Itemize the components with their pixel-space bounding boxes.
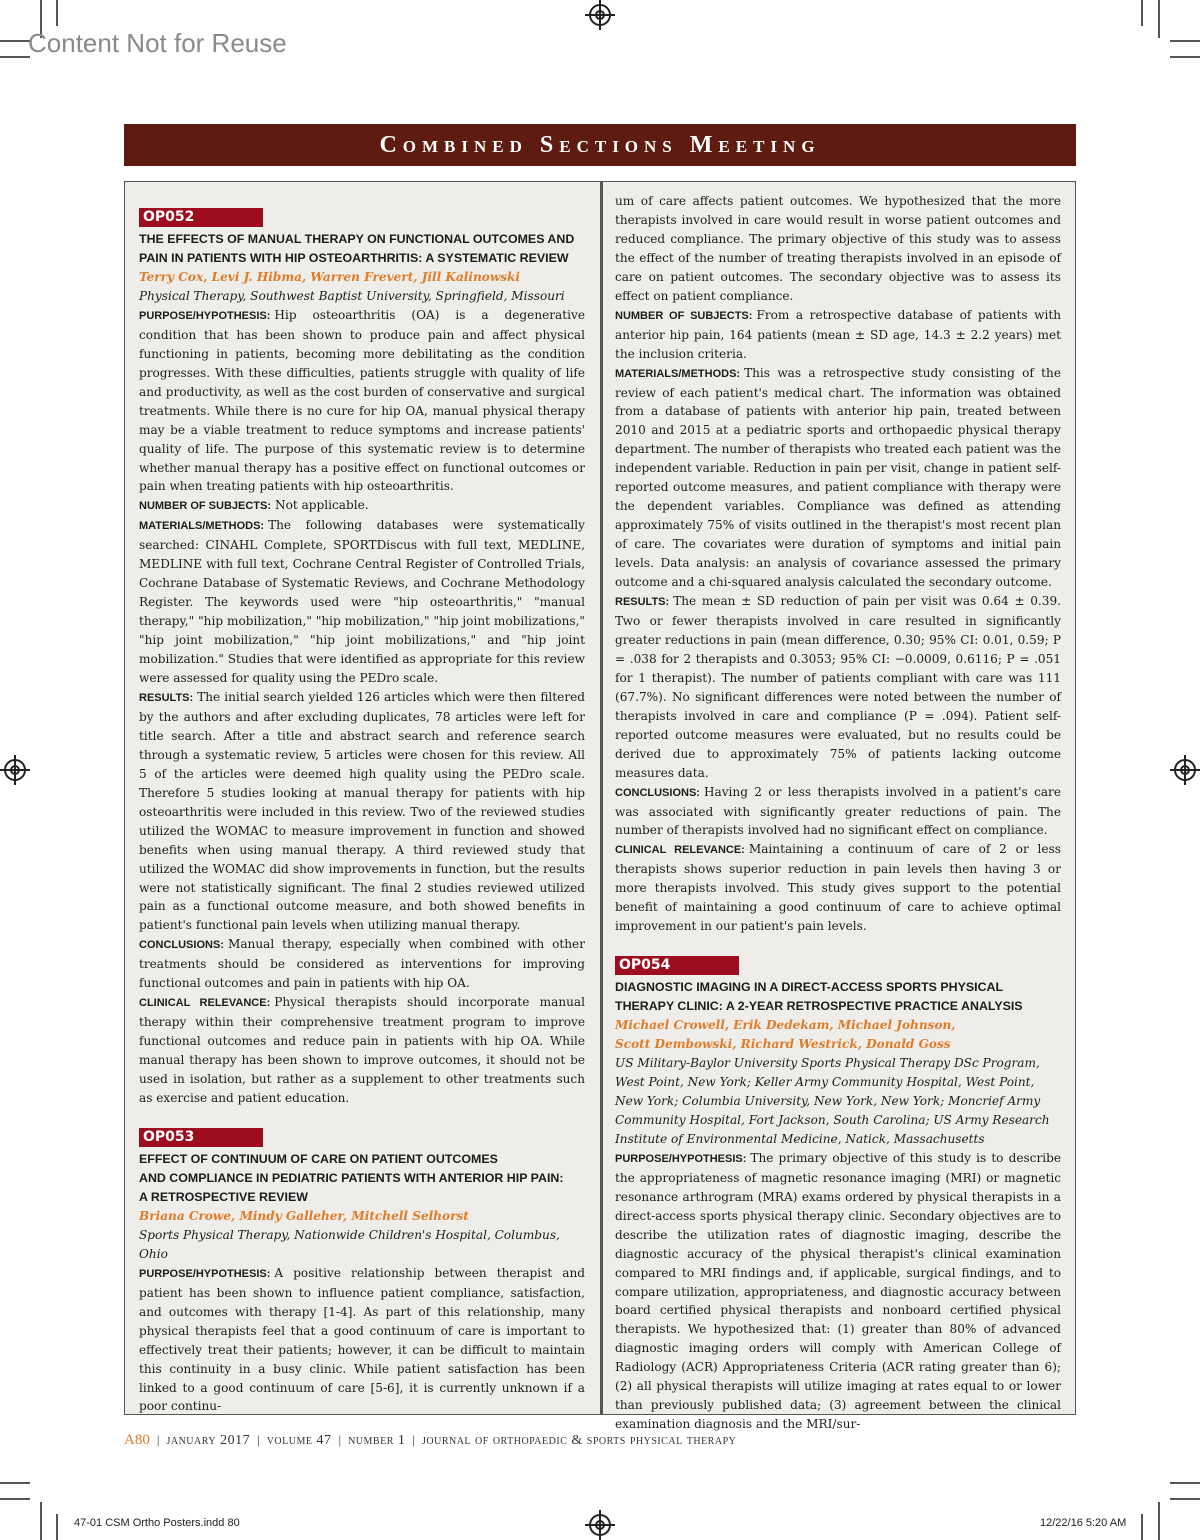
registration-mark-icon — [589, 4, 611, 26]
results-label: RESULTS: — [139, 691, 194, 704]
section-banner: Combined Sections Meeting — [124, 124, 1076, 166]
authors-line: Michael Crowell, Erik Dedekam, Michael Johnson, — [615, 1018, 956, 1033]
print-slug-file: 47-01 CSM Ortho Posters.indd 80 — [74, 1517, 240, 1529]
methods-paragraph — [615, 364, 1061, 592]
registration-mark-icon — [1174, 759, 1196, 781]
abstracts-panel — [124, 181, 1076, 1432]
subjects-label: NUMBER OF SUBJECTS: — [615, 309, 753, 322]
abstract-affiliation: Sports Physical Therapy, Nationwide Children's Hospital, Columbus, Ohio — [139, 1227, 560, 1261]
crop-mark — [56, 0, 58, 26]
methods-paragraph — [139, 516, 585, 688]
abstract-op053-continued — [615, 192, 1061, 936]
abstract-title: THE EFFECTS OF MANUAL THERAPY ON FUNCTIONAL OUTCOMES AND PAIN IN PATIENTS WITH HIP OSTEOARTHRITIS: A SYSTEMATIC REVIEW — [139, 232, 575, 265]
relevance-text: Maintaining a continuum of care of 2 or less therapists shows superior reduction in pain levels then having 3 or more therapists involved. This study gives support to the potential benefit of maintaining a good continuum of care to achieve optimal improvement in our patient's pain levels. — [615, 842, 1061, 934]
methods-label: MATERIALS/METHODS: — [139, 520, 265, 533]
registration-mark-icon — [589, 1514, 611, 1536]
title-line: A RETROSPECTIVE REVIEW — [139, 1189, 308, 1204]
abstract-tag: OP052 — [139, 208, 263, 227]
abstract-authors: Terry Cox, Levi J. Hibma, Warren Frevert, Jill Kalinowski — [139, 270, 521, 284]
left-column — [139, 206, 585, 1416]
watermark: Content Not for Reuse — [28, 28, 287, 58]
crop-mark — [1170, 40, 1200, 42]
abstract-title — [139, 1150, 585, 1207]
page-footer: A80 | january 2017 | volume 47 | number 1 | journal of orthopaedic & sports physical therapy — [124, 1432, 737, 1448]
crop-mark — [40, 1502, 42, 1540]
abstract-affiliation: US Military-Baylor University Sports Physical Therapy DSc Program, West Point, New York; Keller Army Community Hospital, West Point, New York; Columbia University, New York, New York; Moncrief Army Community Hospital, Fort Jackson, South Carolina; US Army Research Institute of Environmental Medicine, Natick, Massachusetts — [615, 1056, 1050, 1146]
results-text: The mean ± SD reduction of pain per visit was 0.64 ± 0.39. Two or fewer therapists involved in care resulted in significantly greater reductions in pain (mean difference, 0.30; 95% CI: 0.01, 0.59; P = .038 for 2 therapists and 0.3053; 95% CI: −0.0009, 0.6116; P = .051 for 1 therapist). The number of patients compliant with care was 111 (67.7%). No significant differences were noted between the number of therapists involved in care and compliance (P = .094). Patient self-reported outcome measures were evaluated, but no results could be derived due to approximately 75% of patients lacking outcome measures data. — [615, 594, 1061, 780]
abstract-tag: OP054 — [615, 956, 739, 975]
purpose-paragraph — [139, 306, 585, 497]
subjects-paragraph — [139, 496, 585, 516]
conclusions-text: Having 2 or less therapists involved in a patient's care was associated with significantly greater reductions of pain. The number of therapists involved had no significant effect on compliance. — [615, 784, 1061, 838]
purpose-label: PURPOSE/HYPOTHESIS: — [139, 1267, 271, 1280]
results-paragraph — [139, 688, 585, 935]
relevance-text: Physical therapists should incorporate manual therapy within their comprehensive treatment program to improve functional outcomes and reduce pain in patients with hip OA. While manual therapy has been shown to improve outcomes, it should not be used in isolation, but rather as a supplement to other treatments such as exercise and patient education. — [139, 995, 585, 1105]
issue-volume: volume 47 — [266, 1433, 332, 1448]
conclusions-label: CONCLUSIONS: — [615, 786, 700, 799]
authors-line: Scott Dembowski, Richard Westrick, Donald Goss — [615, 1037, 951, 1052]
column-divider — [600, 182, 603, 1414]
purpose-text: A positive relationship between therapist and patient has been shown to influence patient compliance, satisfaction, and outcomes with therapy [1-4]. As part of this relationship, many physical therapists feel that a good continuum of care is important to effectively treat their patients; however, it can be difficult to maintain this continuity in a busy clinic. While patient satisfaction has been linked to a good continuum of care [5-6], it is currently unknown if a poor continu- — [139, 1265, 585, 1414]
abstract-title: DIAGNOSTIC IMAGING IN A DIRECT-ACCESS SPORTS PHYSICAL THERAPY CLINIC: A 2-YEAR RETROSPECTIVE PRACTICE ANALYSIS — [615, 980, 1023, 1014]
methods-text: This was a retrospective study consisting of the review of each patient's medical chart. The information was obtained from a database of patients with anterior hip pain, treated between 2010 and 2015 at a pediatric sports and orthopaedic physical therapy department. The number of therapists who treated each patient was the independent variable. Reduction in pain per visit, change in patient self-reported outcome measures, and patient compliance with therapy were the dependent variables. Compliance was defined as attending approximately 75% of visits outlined in the therapist's most recent plan of care. The covariates were duration of symptoms and initial pain levels. Data analysis: an analysis of covariance assessed the primary outcome and a chi-squared analysis calculated the secondary outcome. — [615, 365, 1061, 590]
methods-text: The following databases were systematically searched: CINAHL Complete, SPORTDiscus with full text, MEDLINE, MEDLINE with full text, Cochrane Central Register of Controlled Trials, Cochrane Database of Systematic Reviews, and Cochrane Methodology Register. The keywords used were "hip osteoarthritis," "manual therapy," "hip mobilization," "hip mobilization," "hip joint mobilizations," "hip joint mobilization," "hip joint mobilizations," and "hip joint mobilization." Studies that were identified as appropriate for this review were assessed for quality using the PEDro scale. — [139, 518, 585, 686]
crop-mark — [1158, 1502, 1160, 1540]
relevance-label: CLINICAL RELEVANCE: — [615, 844, 745, 857]
purpose-text: Hip osteoarthritis (OA) is a degenerative condition that has been shown to produce pain and affect physical functioning in patients, becoming more debilitating as the condition progresses. With these difficulties, patients struggle with quality of life and productivity, as well as the cost burden of conservative and surgical treatments. While there is no cure for hip OA, manual physical therapy may be a viable treatment to reduce symptoms and increase patients' quality of life. The purpose of this systematic review is to determine whether manual therapy has a positive effect on functional outcomes or pain when treating patients with hip osteoarthritis. — [139, 307, 585, 494]
abstract-authors: Briana Crowe, Mindy Galleher, Mitchell Selhorst — [139, 1208, 469, 1223]
issue-number: number 1 — [348, 1433, 406, 1448]
purpose-text: The primary objective of this study is to describe the appropriateness of magnetic resonance imaging (MRI) or magnetic resonance arthrogram (MRA) exams ordered by physical therapists in a direct-access sports physical therapy clinic. Secondary objectives are to describe the utilization rates of diagnostic imaging, describe the diagnostic accuracy of the physical therapist's clinical examination compared to MRI findings and, if applicable, surgical findings, and to compare utilization, appropriateness, and diagnostic accuracy between board certified physical therapists and nonboard certified physical therapists. We hypothesized that: (1) greater than 80% of advanced diagnostic imaging orders will comply with American College of Radiology (ACR) Appropriateness Criteria (ACR rating greater than 6); (2) all physical therapists will utilize imaging at rates equal to or lower than previously published data; (3) agreement between the clinical examination diagnosis and the MRI/sur- — [615, 1150, 1061, 1432]
purpose-paragraph — [615, 1149, 1061, 1434]
conclusions-label: CONCLUSIONS: — [139, 939, 224, 952]
conclusions-text: Manual therapy, especially when combined with other treatments should be considered as interventions for improving functional outcomes and pain in patients with hip OA. — [139, 937, 585, 991]
abstract-op054 — [615, 954, 1061, 1434]
crop-mark — [56, 1514, 58, 1540]
results-paragraph — [615, 592, 1061, 783]
page-number: A80 — [124, 1432, 150, 1448]
subjects-paragraph — [615, 306, 1061, 364]
abstract-affiliation: Physical Therapy, Southwest Baptist University, Springfield, Missouri — [139, 288, 565, 303]
purpose-continued-text: um of care affects patient outcomes. We hypothesized that the more therapists involved in care would result in worse patient outcomes and reduced compliance. The primary objective of this study was to assess the effect of the number of treating therapists involved in an episode of care on patient outcomes. The secondary objective was to assess its effect on patient compliance. — [615, 194, 1061, 303]
relevance-label: CLINICAL RELEVANCE: — [139, 997, 271, 1010]
title-line: AND COMPLIANCE IN PEDIATRIC PATIENTS WITH ANTERIOR HIP PAIN: — [139, 1170, 564, 1185]
conclusions-paragraph — [139, 935, 585, 993]
crop-mark — [0, 40, 30, 42]
relevance-paragraph — [139, 993, 585, 1108]
print-slug-timestamp: 12/22/16 5:20 AM — [1040, 1517, 1127, 1529]
crop-mark — [1141, 1514, 1143, 1540]
crop-mark — [1158, 0, 1160, 38]
abstract-op052 — [139, 206, 585, 1108]
registration-mark-icon — [4, 759, 26, 781]
issue-date: january 2017 — [166, 1433, 251, 1448]
subjects-label: NUMBER OF SUBJECTS: — [139, 500, 272, 513]
conclusions-paragraph — [615, 783, 1061, 841]
abstract-tag: OP053 — [139, 1128, 263, 1147]
results-label: RESULTS: — [615, 596, 670, 609]
crop-mark — [0, 56, 30, 58]
relevance-paragraph — [615, 840, 1061, 936]
purpose-label: PURPOSE/HYPOTHESIS: — [615, 1152, 747, 1165]
purpose-paragraph — [139, 1264, 585, 1417]
crop-mark — [1141, 0, 1143, 26]
abstract-authors — [615, 1016, 1061, 1054]
right-column — [615, 192, 1061, 1434]
results-text: The initial search yielded 126 articles which were then filtered by the authors and after excluding duplicates, 78 articles were left for title search. After a title and abstract search and reference search through a systematic review, 5 articles were chosen for this review. All 5 of the articles were deemed high quality using the PEDro scale. Therefore 5 studies looking at manual therapy for patients with hip osteoarthritis were included in this review. Two of the reviewed studies utilized the WOMAC to measure improvement in function and showed benefits when using manual therapy. A third reviewed study that utilized the WOMAC did show improvements in function, but the results were not statistically significant. The final 2 studies reviewed utilized pain as a functional outcome measure, and both showed benefits in patient's functional pain levels when utilizing manual therapy. — [139, 689, 585, 933]
crop-mark — [0, 1482, 30, 1484]
title-line: EFFECT OF CONTINUUM OF CARE ON PATIENT OUTCOMES — [139, 1151, 498, 1166]
subjects-text: Not applicable. — [275, 498, 369, 513]
crop-mark — [0, 1498, 30, 1500]
crop-mark — [1170, 1482, 1200, 1484]
purpose-label: PURPOSE/HYPOTHESIS: — [139, 309, 271, 322]
subjects-text: From a retrospective database of patients with anterior hip pain, 164 patients (mean ± SD age, 14.3 ± 2.2 years) met the inclusion criteria. — [615, 307, 1061, 361]
crop-mark — [1170, 1498, 1200, 1500]
journal-name: journal of orthopaedic & sports physical therapy — [421, 1433, 737, 1448]
methods-label: MATERIALS/METHODS: — [615, 367, 741, 380]
abstract-op053 — [139, 1126, 585, 1416]
crop-mark — [1170, 56, 1200, 58]
